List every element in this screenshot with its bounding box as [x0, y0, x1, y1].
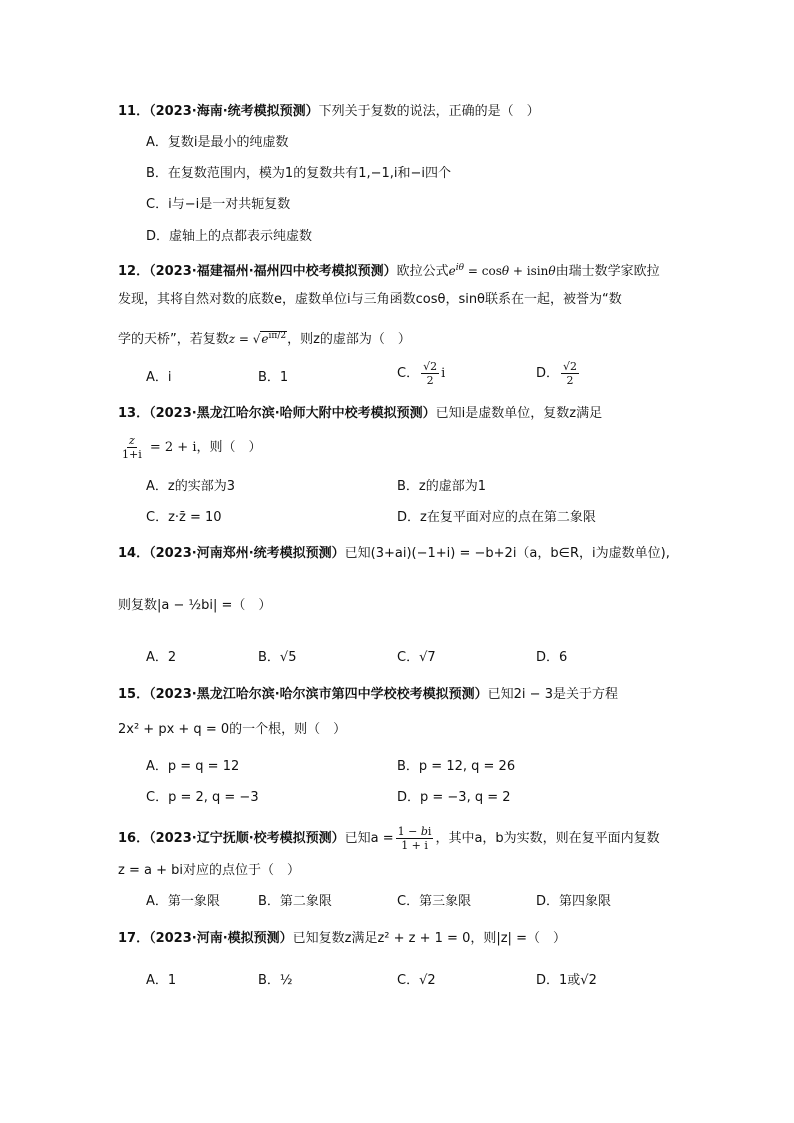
- option-a: A．p = q = 12: [146, 759, 240, 774]
- option-b: B．½: [258, 973, 293, 988]
- fraction: $\frac{z}{1+i}$: [122, 434, 142, 461]
- question-16-line2: z = a + bi对应的点位于（ ）: [118, 863, 300, 878]
- option-b: B．z的虚部为1: [397, 479, 487, 494]
- option-c: C．p = 2, q = −3: [146, 790, 259, 805]
- option-c: C．√7: [397, 650, 436, 665]
- option-d: D．第四象限: [536, 894, 612, 909]
- option-b: B．1: [258, 370, 289, 385]
- question-stem: 已知i是虚数单位，复数z满足: [435, 406, 603, 421]
- question-number: 17．: [118, 931, 150, 946]
- question-source: （2023·黑龙江哈尔滨·哈师大附中校考模拟预测）: [149, 406, 436, 421]
- question-number: 15．: [118, 687, 150, 702]
- question-15-line2: 2x² + px + q = 0的一个根，则（ ）: [118, 722, 347, 737]
- question-source: （2023·黑龙江哈尔滨·哈尔滨市第四中学校校考模拟预测）: [149, 687, 488, 702]
- question-13: [118, 405, 602, 423]
- question-stem: 已知a =: [344, 831, 394, 846]
- question-stem: 下列关于复数的说法，正确的是（ ）: [318, 104, 540, 119]
- stem-text: ，则z的虚部为（ ）: [287, 332, 411, 347]
- question-stem: 欧拉公式: [396, 264, 449, 279]
- fraction: $\frac{√2}{2}$: [563, 360, 578, 387]
- fraction: $\frac{√2}{2}$: [423, 360, 438, 387]
- question-source: （2023·河南郑州·统考模拟预测）: [149, 546, 345, 561]
- option-a: A．1: [146, 973, 177, 988]
- option-b: B．第二象限: [258, 894, 332, 909]
- question-number: 11．: [118, 104, 150, 119]
- option-a: A．z的实部为3: [146, 479, 235, 494]
- question-16: [118, 825, 660, 852]
- question-12-line3: [118, 327, 411, 349]
- option-a: A．i: [146, 370, 172, 385]
- question-number: 13．: [118, 406, 150, 421]
- question-source: （2023·河南·模拟预测）: [149, 931, 293, 946]
- option-b: B．√5: [258, 650, 297, 665]
- option-c: C． $\frac{√2}{2}$ i: [397, 360, 446, 387]
- question-12-line2: 发现，其将自然对数的底数e，虚数单位i与三角函数cosθ，sinθ联系在一起，被誉为“数: [118, 292, 622, 307]
- option-a: A．2: [146, 650, 177, 665]
- question-stem: 已知复数z满足z² + z + 1 = 0，则|z| =（ ）: [292, 931, 566, 946]
- stem-text: 学的天桥”，若复数: [118, 332, 229, 347]
- question-stem-tail: 由瑞士数学家欧拉: [555, 264, 660, 279]
- option-b: B．在复数范围内，模为1的复数共有1,−1,i和−i四个: [146, 166, 452, 181]
- question-13-line2: $\frac{z}{1+i}$ = 2 + i，则（ ）: [122, 434, 262, 461]
- option-d: D．虚轴上的点都表示纯虚数: [146, 229, 313, 244]
- question-17: [118, 930, 566, 948]
- option-c: C．√2: [397, 973, 436, 988]
- fraction: $\frac{1 - bi}{1 + i}$: [397, 825, 432, 852]
- option-d: [536, 360, 581, 387]
- question-number: 12．: [118, 264, 150, 279]
- option-d: D．6: [536, 650, 568, 665]
- question-stem-tail: ，其中a，b为实数，则在复平面内复数: [435, 831, 660, 846]
- option-label: D．: [536, 366, 560, 381]
- option-d: D．p = −3, q = 2: [397, 790, 511, 805]
- option-a: A．第一象限: [146, 894, 220, 909]
- question-14: [118, 545, 670, 563]
- euler-formula: $e^{i\theta} = \cos\theta + isin\theta$: [448, 263, 556, 278]
- question-source: （2023·福建福州·福州四中校考模拟预测）: [149, 264, 397, 279]
- option-c: C．z·z̄ = 10: [146, 510, 222, 525]
- option-c: C．第三象限: [397, 894, 472, 909]
- question-source: （2023·辽宁抚顺·校考模拟预测）: [149, 831, 345, 846]
- option-a: A．复数i是最小的纯虚数: [146, 135, 289, 150]
- option-d: D．1或√2: [536, 973, 597, 988]
- question-12: [118, 259, 660, 281]
- question-stem: 已知2i − 3是关于方程: [487, 687, 618, 702]
- stem-text: ，则（ ）: [196, 440, 262, 455]
- question-number: 16．: [118, 831, 150, 846]
- option-label: C．: [397, 366, 420, 381]
- question-number: 14．: [118, 546, 150, 561]
- z-formula: $z = √e^{i\pi/2}$: [228, 331, 287, 346]
- option-b: B．p = 12, q = 26: [397, 759, 516, 774]
- option-c: C．i与−i是一对共轭复数: [146, 197, 291, 212]
- question-11: [118, 103, 540, 121]
- option-d: D．z在复平面对应的点在第二象限: [397, 510, 596, 525]
- question-source: （2023·海南·统考模拟预测）: [149, 104, 319, 119]
- question-15: [118, 686, 618, 704]
- question-14-line2: 则复数|a − ½bi| =（ ）: [118, 598, 272, 613]
- question-stem: 已知(3+ai)(−1+i) = −b+2i（a，b∈R，i为虚数单位),: [344, 546, 670, 561]
